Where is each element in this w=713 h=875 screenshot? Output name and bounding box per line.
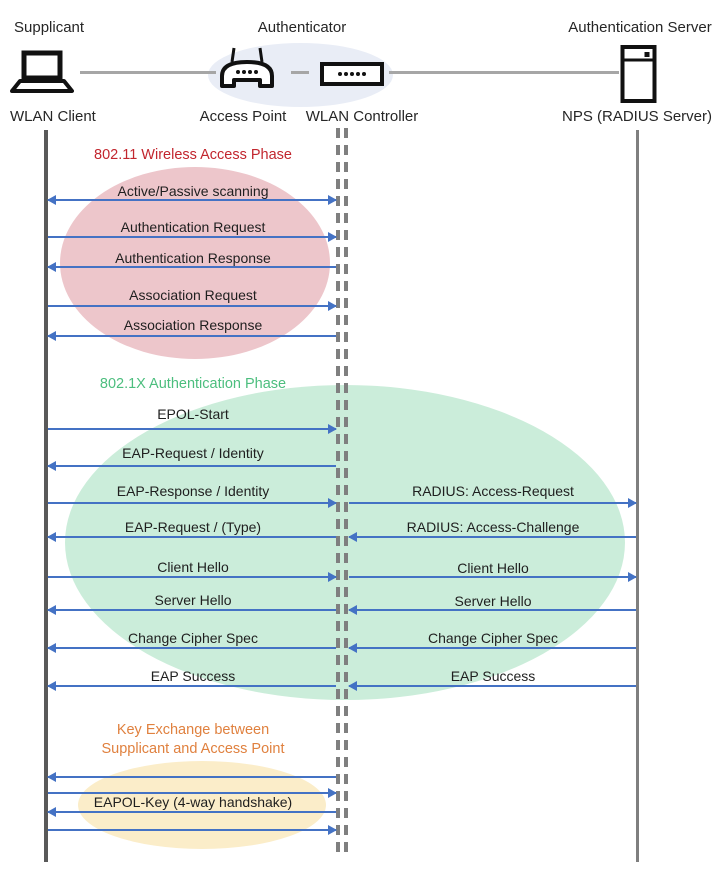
link-client-ap [80, 71, 216, 74]
lifeline-wlan-client [44, 130, 48, 862]
phase-title-80211: 802.11 Wireless Access Phase [94, 147, 292, 163]
lifeline-wlan-controller-2 [344, 128, 348, 852]
msg-label-client-hello-left: Client Hello [157, 559, 229, 575]
msg-label-association-response: Association Response [123, 317, 263, 333]
arrow-eapol-key-1 [48, 776, 336, 778]
link-controller-server [389, 71, 619, 74]
msg-label-eap-success-left: EAP Success [150, 668, 236, 684]
arrow-change-cipher-right [349, 647, 636, 649]
msg-label-eap-success-right: EAP Success [450, 668, 536, 684]
label-nps: NPS (RADIUS Server) [561, 108, 713, 125]
arrow-client-hello-right [349, 576, 636, 578]
msg-label-authentication-request: Authentication Request [120, 219, 266, 235]
arrow-association-response [48, 335, 336, 337]
link-ap-controller [291, 71, 309, 74]
label-wlan-client: WLAN Client [10, 108, 96, 125]
arrow-eapol-key-3 [48, 811, 336, 813]
msg-label-radius-access-challenge: RADIUS: Access-Challenge [406, 519, 580, 535]
arrow-authentication-request [48, 236, 336, 238]
arrow-client-hello-left [48, 576, 336, 578]
msg-label-change-cipher-right: Change Cipher Spec [428, 630, 558, 646]
msg-label-server-hello-right: Server Hello [454, 593, 532, 609]
arrow-radius-access-challenge [349, 536, 636, 538]
phase-title-key-exchange-line2: Supplicant and Access Point [101, 741, 285, 757]
lifeline-nps [636, 130, 639, 862]
msg-label-eapol-key: EAPOL-Key (4-way handshake) [93, 794, 293, 810]
role-supplicant: Supplicant [14, 19, 85, 36]
phase-title-8021x: 802.1X Authentication Phase [99, 376, 287, 392]
msg-label-radius-access-request: RADIUS: Access-Request [412, 483, 574, 499]
label-access-point: Access Point [199, 108, 287, 125]
server-icon [620, 45, 657, 103]
msg-label-eap-response-identity: EAP-Response / Identity [116, 483, 270, 499]
msg-label-server-hello-left: Server Hello [154, 592, 232, 608]
role-authentication-server: Authentication Server [568, 19, 712, 36]
msg-label-epol-start: EPOL-Start [157, 406, 229, 422]
arrow-eap-request-type [48, 536, 336, 538]
arrow-association-request [48, 305, 336, 307]
arrow-authentication-response [48, 266, 336, 268]
msg-label-eap-request-type: EAP-Request / (Type) [124, 519, 262, 535]
arrow-eapol-key-4 [48, 829, 336, 831]
arrow-epol-start [48, 428, 336, 430]
msg-label-eap-request-identity: EAP-Request / Identity [122, 445, 264, 461]
msg-label-scanning: Active/Passive scanning [117, 183, 269, 199]
msg-label-client-hello-right: Client Hello [457, 560, 529, 576]
arrow-eap-success-left [48, 685, 336, 687]
arrow-server-hello-right [349, 609, 636, 611]
arrow-scanning [48, 199, 336, 201]
arrow-server-hello-left [48, 609, 336, 611]
arrow-change-cipher-left [48, 647, 336, 649]
role-authenticator: Authenticator [257, 19, 347, 36]
msg-label-authentication-response: Authentication Response [115, 250, 271, 266]
msg-label-change-cipher-left: Change Cipher Spec [128, 630, 258, 646]
msg-label-association-request: Association Request [129, 287, 257, 303]
label-wlan-controller: WLAN Controller [305, 108, 419, 125]
arrow-eap-request-identity [48, 465, 336, 467]
phase-title-key-exchange-line1: Key Exchange between [116, 722, 270, 738]
arrow-eap-success-right [349, 685, 636, 687]
wlan-controller-icon [320, 61, 384, 87]
access-point-icon [216, 46, 278, 92]
laptop-icon [10, 50, 74, 96]
arrow-radius-access-request [349, 502, 636, 504]
arrow-eap-response-identity [48, 502, 336, 504]
